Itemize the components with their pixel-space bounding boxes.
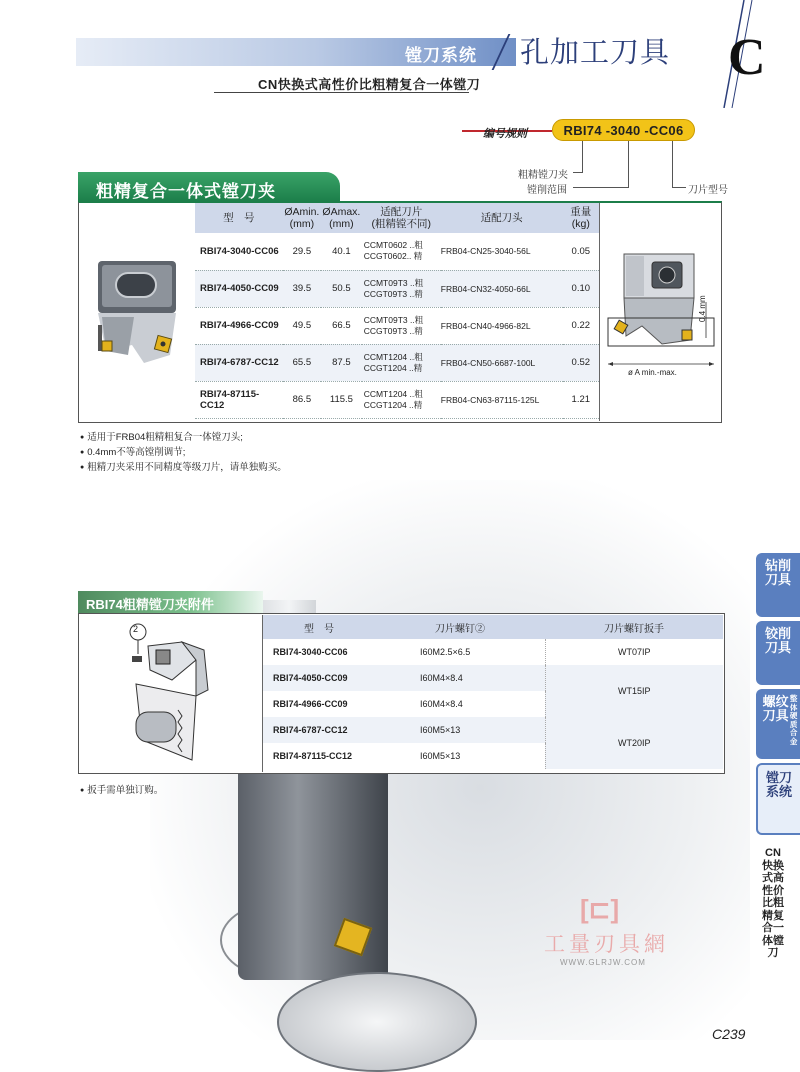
side-tab-boring-system[interactable]: 镗刀系统 <box>756 763 800 835</box>
side-tab-threading[interactable]: 螺纹刀具 整体硬质合金 <box>756 689 800 759</box>
table-row: RBI74-6787-CC12 I60M5×13 WT20IP <box>263 717 723 743</box>
code-rule-line <box>582 141 583 173</box>
table-row: RBI74-87115-CC12 I60M5×13 <box>273 751 461 761</box>
table-row: RBI74-4966-CC09 I60M4×8.4 <box>273 699 463 709</box>
side-section-title: CN快换式高性价比粗精复合一体镗刀 <box>762 847 784 959</box>
table-row: RBI74-4966-CC09 49.5 66.5 CCMT09T3 ..粗 CCGT09T3 ..精 FRB04-CN40-4966-82L 0.22 <box>195 307 599 344</box>
col-dmax: ØAmax. (mm) <box>321 203 362 233</box>
note-item: ● 粗精刀夹采用不同精度等级刀片，请单独购买。 <box>80 461 287 476</box>
code-rule-range-annotation: 镗削范围 <box>527 185 567 196</box>
accessory-table <box>263 615 723 769</box>
code-rule-insert-annotation: 刀片型号 <box>688 185 728 196</box>
table-row: RBI74-4050-CC09 39.5 50.5 CCMT09T3 ..粗 CCGT09T3 ..精 FRB04-CN32-4050-66L 0.10 <box>195 270 599 307</box>
col-dmin: ØAmin. (mm) <box>283 203 321 233</box>
boring-holder-spec-table <box>195 203 599 419</box>
code-rule-holder-annotation: 粗精镗刀夹 <box>518 170 568 181</box>
section-title-boring-holder: 粗精复合一体式镗刀夹 <box>78 172 340 202</box>
background-bored-hole <box>277 972 477 1072</box>
code-rule-line <box>672 141 673 188</box>
code-rule-line <box>628 141 629 188</box>
note-item: ● 适用于FRB04粗精粗复合一体镗刀头; <box>80 431 287 446</box>
col-screw: 刀片螺钉② <box>375 615 545 639</box>
table-divider <box>599 203 600 421</box>
col-model: 型 号 <box>195 203 283 233</box>
chapter-letter: C <box>728 29 766 86</box>
watermark-url: WWW.GLRJW.COM <box>560 958 646 967</box>
col-model: 型 号 <box>263 615 375 639</box>
code-rule-line <box>672 187 686 188</box>
table-row: RBI74-3040-CC06 29.5 40.1 CCMT0602 ..粗 CCGT0602.. 精 FRB04-CN25-3040-56L 0.05 <box>195 233 599 270</box>
note-item: ● 0.4mm不等高镗削调节; <box>80 446 287 461</box>
header-system-label: 镗刀系统 <box>405 46 477 65</box>
col-wrench: 刀片螺钉扳手 <box>545 615 723 639</box>
watermark-logo: [⊏] <box>580 894 620 924</box>
accessory-product-image <box>112 620 218 768</box>
code-rule-line <box>573 187 629 188</box>
table-row: RBI74-3040-CC06 I60M2.5×6.5 WT07IP <box>263 639 723 665</box>
screw-callout-number: 2 <box>133 624 139 634</box>
page-number: C239 <box>712 1026 746 1042</box>
accessory-note: ● 扳手需单独订购。 <box>80 782 163 796</box>
code-rule-line <box>573 172 583 173</box>
table-row: RBI74-4050-CC09 I60M4×8.4 WT15IP <box>263 665 723 691</box>
watermark-text: 工量刃具網 <box>544 933 669 956</box>
side-tab-drilling[interactable]: 钻削刀具 <box>756 553 800 617</box>
code-rule-example: RBI74 -3040 -CC06 <box>552 119 695 141</box>
table-row: RBI74-6787-CC12 65.5 87.5 CCMT1204 ..粗 CCGT1204 ..精 FRB04-CN50-6687-100L 0.52 <box>195 344 599 381</box>
header-category-title: 孔加工刀具 <box>520 35 671 69</box>
diagram-dim-diameter: ø A min.-max. <box>628 368 677 377</box>
page-subtitle: CN快换式高性价比粗精复合一体镗刀 <box>258 77 481 92</box>
section1-notes <box>80 431 287 476</box>
table-divider <box>262 615 263 772</box>
code-rule-label: 编号规则 <box>483 128 527 140</box>
col-weight: 重量 (kg) <box>563 203 599 233</box>
col-insert: 适配刀片 (粗精镗不同) <box>362 203 441 233</box>
diagram-dim-offset: 0.4 mm <box>698 295 707 322</box>
boring-holder-product-image <box>92 255 188 370</box>
table-row: RBI74-87115-CC12 86.5 115.5 CCMT1204 ..粗 CCGT1204 ..精 FRB04-CN63-87115-125L 1.21 <box>195 381 599 418</box>
subtitle-underline <box>214 92 469 93</box>
col-head: 适配刀头 <box>441 203 563 233</box>
background-boring-tool <box>238 760 388 980</box>
section-title-accessories: RBI74粗精镗刀夹附件 <box>78 591 263 613</box>
side-tab-reaming[interactable]: 铰削刀具 <box>756 621 800 685</box>
